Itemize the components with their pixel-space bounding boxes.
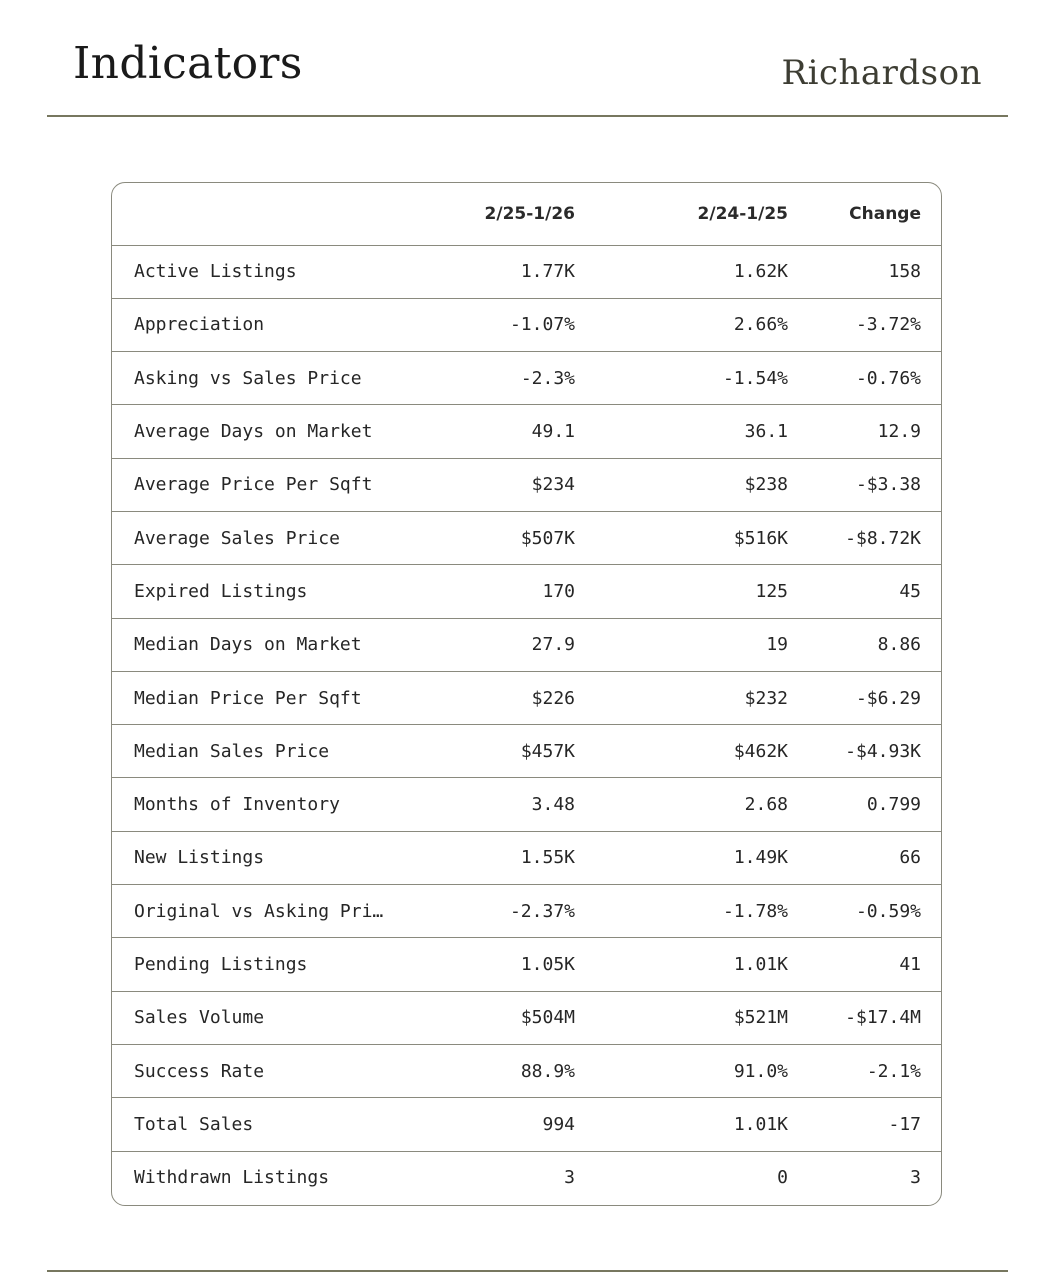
current-period-value: 3 — [564, 1167, 575, 1189]
change-value: 0.799 — [788, 778, 941, 831]
header-divider — [47, 115, 1008, 117]
previous-period-value: 1.01K — [595, 938, 788, 991]
table-row — [112, 885, 941, 938]
indicator-name: Median Sales Price — [112, 725, 417, 778]
change-value: -$3.38 — [788, 458, 941, 511]
previous-period-value: -1.54% — [595, 352, 788, 405]
change-value: 158 — [788, 245, 941, 298]
table-row — [112, 511, 941, 564]
current-period-value: 1.55K — [417, 831, 595, 884]
current-period-value: 1.77K — [417, 245, 595, 298]
table-row — [112, 565, 941, 618]
current-period-value: 994 — [417, 1098, 595, 1151]
change-value: -$6.29 — [788, 671, 941, 724]
indicator-name: Sales Volume — [112, 991, 417, 1044]
current-period-value: -1.07% — [417, 298, 595, 351]
current-period-value: 1.05K — [417, 938, 595, 991]
indicator-name: Average Price Per Sqft — [112, 458, 417, 511]
change-value: 8.86 — [788, 618, 941, 671]
indicator-name: Success Rate — [112, 1044, 417, 1097]
table-row — [112, 298, 941, 351]
change-value: 12.9 — [788, 405, 941, 458]
previous-period-value: 0 — [777, 1167, 788, 1189]
table-row — [112, 245, 941, 298]
table-row — [112, 352, 941, 405]
current-period-value: 27.9 — [417, 618, 595, 671]
column-header-indicator — [112, 183, 417, 245]
previous-period-value: 125 — [595, 565, 788, 618]
previous-period-value: 19 — [595, 618, 788, 671]
indicator-name: Original vs Asking Pri… — [112, 885, 417, 938]
previous-period-value: $516K — [595, 511, 788, 564]
table-row — [112, 618, 941, 671]
table-row — [112, 671, 941, 724]
current-period-value: $504M — [417, 991, 595, 1044]
table-row — [112, 458, 941, 511]
change-value: -$8.72K — [788, 511, 941, 564]
previous-period-value: $462K — [595, 725, 788, 778]
table-row — [112, 1044, 941, 1097]
table-row — [112, 938, 941, 991]
change-value: -0.76% — [788, 352, 941, 405]
indicator-name: Average Days on Market — [112, 405, 417, 458]
column-header-current-period: 2/25-1/26 — [417, 183, 595, 245]
table-row — [112, 778, 941, 831]
indicator-name: Average Sales Price — [112, 511, 417, 564]
indicator-name: Total Sales — [112, 1098, 417, 1151]
current-period-value: -2.3% — [417, 352, 595, 405]
previous-period-value: 1.49K — [595, 831, 788, 884]
change-value: 45 — [788, 565, 941, 618]
previous-period-value: 36.1 — [595, 405, 788, 458]
table-row — [112, 1151, 941, 1204]
previous-period-value: 1.01K — [595, 1098, 788, 1151]
current-period-value: $226 — [417, 671, 595, 724]
change-value: -3.72% — [788, 298, 941, 351]
indicator-name: Expired Listings — [112, 565, 417, 618]
previous-period-value: $232 — [595, 671, 788, 724]
page-title: Indicators — [73, 38, 303, 89]
table-row — [112, 991, 941, 1044]
previous-period-value: 2.68 — [595, 778, 788, 831]
previous-period-value: $521M — [595, 991, 788, 1044]
change-value: -$17.4M — [788, 991, 941, 1044]
indicator-name: Pending Listings — [112, 938, 417, 991]
table-row — [112, 1098, 941, 1151]
change-value: -17 — [788, 1098, 941, 1151]
previous-period-value: -1.78% — [595, 885, 788, 938]
column-header-change: Change — [788, 183, 941, 245]
indicator-name: Median Days on Market — [112, 618, 417, 671]
table-row — [112, 831, 941, 884]
current-period-value: $234 — [417, 458, 595, 511]
change-value: 3 — [910, 1167, 921, 1189]
current-period-value: 88.9% — [417, 1044, 595, 1097]
current-period-value: -2.37% — [417, 885, 595, 938]
previous-period-value: $238 — [595, 458, 788, 511]
column-header-previous-period: 2/24-1/25 — [595, 183, 788, 245]
indicator-name: Active Listings — [112, 245, 417, 298]
indicator-name: New Listings — [112, 831, 417, 884]
change-value: -0.59% — [788, 885, 941, 938]
change-value: 66 — [788, 831, 941, 884]
table-row — [112, 725, 941, 778]
current-period-value: $507K — [417, 511, 595, 564]
indicator-name: Withdrawn Listings — [134, 1167, 330, 1189]
previous-period-value: 1.62K — [595, 245, 788, 298]
current-period-value: $457K — [417, 725, 595, 778]
indicator-name: Appreciation — [112, 298, 417, 351]
current-period-value: 3.48 — [417, 778, 595, 831]
change-value: 41 — [788, 938, 941, 991]
indicator-name: Asking vs Sales Price — [112, 352, 417, 405]
indicator-name: Median Price Per Sqft — [112, 671, 417, 724]
current-period-value: 49.1 — [417, 405, 595, 458]
change-value: -$4.93K — [788, 725, 941, 778]
indicators-table — [111, 182, 942, 1206]
region-name: Richardson — [781, 53, 982, 93]
indicator-name: Months of Inventory — [112, 778, 417, 831]
table-header-row — [112, 183, 941, 245]
footer-divider — [47, 1270, 1008, 1272]
previous-period-value: 2.66% — [595, 298, 788, 351]
current-period-value: 170 — [417, 565, 595, 618]
change-value: -2.1% — [788, 1044, 941, 1097]
previous-period-value: 91.0% — [595, 1044, 788, 1097]
table-row — [112, 405, 941, 458]
